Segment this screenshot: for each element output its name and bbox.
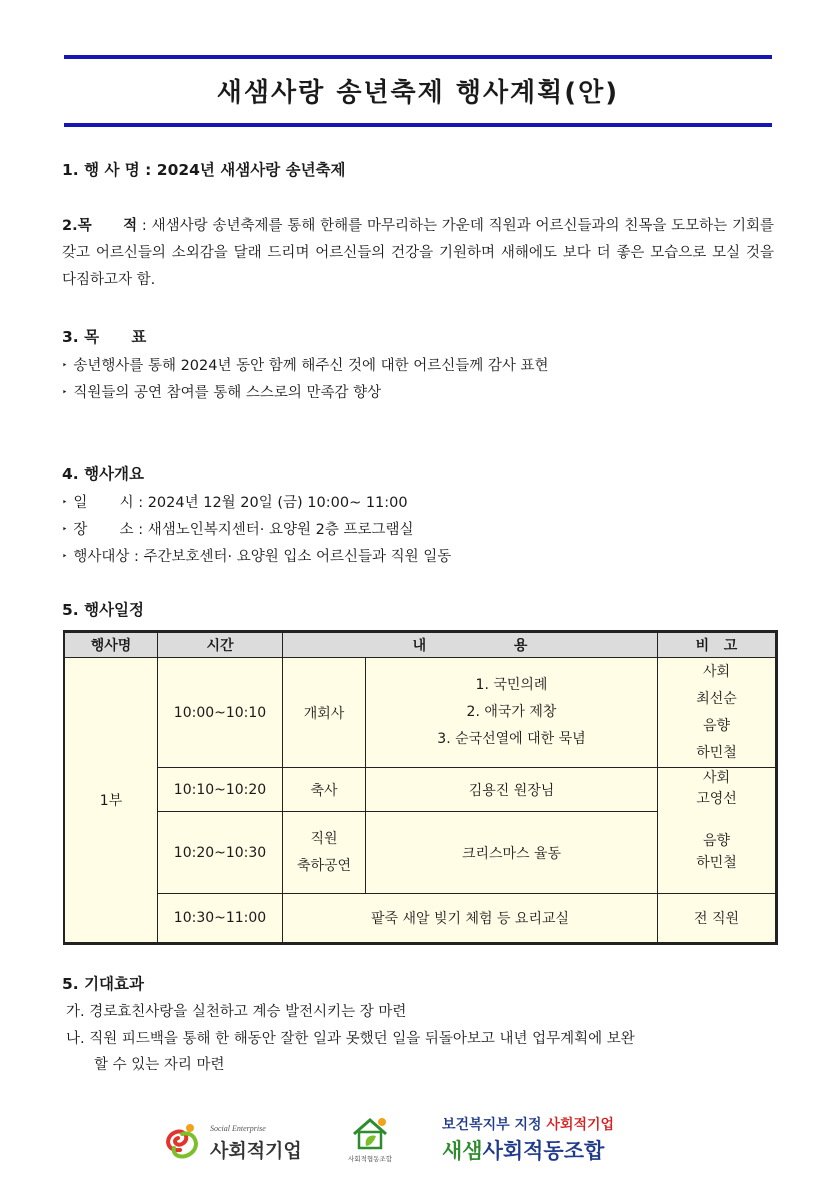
time-cell: 10:20~10:30 (158, 812, 283, 894)
org-name-rest: 사회적동조합 (482, 1139, 605, 1163)
note-cell (658, 658, 776, 768)
section-overview-heading: 4. 행사개요 (62, 465, 144, 483)
note-line: 사회 (702, 663, 731, 680)
overview-value: 2024년 12월 20일 (금) 10:00~ 11:00 (147, 495, 408, 511)
footer-logos (0, 1112, 835, 1172)
bullet-icon: ‣ (62, 552, 68, 562)
schedule-table (64, 631, 776, 943)
note-spacer (658, 810, 775, 830)
purpose-text: 새샘사랑 송년축제를 통해 한해를 마무리하는 가운데 직원과 어르신들과의 친목을 도모하는 기회를 갖고 어르신들의 소외감을 달래 드리며 어르신들의 건강을 기원하며 새해에도 보다 더 좋은 모습으로 모실 것을 다짐하고자 함. (62, 218, 775, 288)
item-cell: 축사 (283, 768, 366, 812)
time-cell: 10:00~10:10 (158, 658, 283, 768)
effect-marker: 나. (66, 1031, 85, 1047)
content-cell: 크리스마스 율동 (366, 812, 658, 894)
goal-item (62, 381, 381, 402)
designation-highlight: 사회적기업 (546, 1117, 615, 1133)
content-line: 3. 순국선열에 대한 묵념 (437, 731, 586, 747)
section-schedule-heading: 5. 행사일정 (62, 601, 144, 619)
logo-org-name (442, 1135, 662, 1165)
time-cell: 10:10~10:20 (158, 768, 283, 812)
item-cell: 개회사 (283, 658, 366, 768)
part-cell: 1부 (65, 658, 158, 943)
overview-value: 새샘노인복지센터· 요양원 2층 프로그램실 (147, 522, 414, 538)
header-note: 비 고 (658, 632, 776, 658)
effect-item (66, 1000, 406, 1021)
designation-text: 보건복지부 지정 (442, 1117, 547, 1133)
cooperative-logo (340, 1112, 400, 1168)
purpose-colon: : (137, 218, 152, 234)
note-line: 사회 (702, 770, 731, 786)
note-cell: 전 직원 (658, 894, 776, 943)
note-line: 최선순 (696, 690, 737, 707)
effect-marker: 가. (66, 1004, 85, 1020)
effect-item (66, 1027, 635, 1048)
title-underline-rule (64, 123, 772, 127)
social-enterprise-logo (158, 1120, 308, 1164)
logo-subtitle: Social Enterprise (210, 1124, 266, 1133)
bullet-icon: ‣ (62, 361, 68, 371)
saesaem-cooperative-logo (442, 1114, 662, 1165)
time-cell: 10:30~11:00 (158, 894, 283, 943)
note-line: 고영선 (696, 791, 737, 807)
overview-item: ‣ 행사대상 : 주간보호센터· 요양원 입소 어르신들과 직원 일동 (62, 549, 452, 565)
header-content: 내 용 (283, 632, 658, 658)
content-cell: 팥죽 새알 빚기 체험 등 요리교실 (283, 894, 658, 943)
effect-text: 직원 피드백을 통해 한 해동안 잘한 일과 못했던 일을 뒤돌아보고 내년 업무계획에 보완 (89, 1031, 635, 1047)
content-cell (366, 658, 658, 768)
goal-item (62, 354, 549, 375)
note-line: 하민철 (696, 744, 737, 761)
header-event: 행사명 (65, 632, 158, 658)
header-time: 시간 (158, 632, 283, 658)
house-leaf-icon (348, 1112, 392, 1152)
event-name-label: 1. 행 사 명 : (62, 161, 152, 179)
swirl-logo-icon (158, 1120, 204, 1164)
bullet-icon: ‣ (62, 525, 68, 535)
document-title: 새샘사랑 송년축제 행사계획(안) (216, 78, 620, 108)
purpose-label: 2.목 적 (62, 218, 138, 234)
overview-item: ‣ 일 시 : 2024년 12월 20일 (금) 10:00~ 11:00 (62, 495, 408, 511)
org-name-first: 새샘 (442, 1139, 483, 1163)
goal-item-text: 직원들의 공연 참여를 통해 스스로의 만족감 향상 (73, 385, 382, 401)
section-effects-heading: 5. 기대효과 (62, 975, 144, 993)
content-line: 1. 국민의례 (475, 677, 548, 693)
bullet-icon: ‣ (62, 498, 68, 508)
note-line: 음향 (702, 717, 731, 734)
content-cell: 김용진 원장님 (366, 768, 658, 812)
effect-text: 경로효친사랑을 실천하고 계승 발전시키는 장 마련 (89, 1004, 407, 1020)
section-goal-heading: 3. 목 표 (62, 328, 147, 346)
note-line: 하민철 (696, 855, 737, 871)
overview-label: 일 시 (73, 495, 134, 511)
logo-title: 사회적기업 (210, 1140, 302, 1162)
bullet-icon: ‣ (62, 388, 68, 398)
top-rule (64, 55, 772, 59)
item-cell (283, 812, 366, 894)
overview-item: ‣ 장 소 : 새샘노인복지센터· 요양원 2층 프로그램실 (62, 522, 414, 538)
logo-caption: 사회적협동조합 (348, 1155, 392, 1163)
overview-label: 행사대상 (73, 549, 130, 565)
overview-value: 주간보호센터· 요양원 입소 어르신들과 직원 일동 (143, 549, 452, 565)
effect-item-continued: 할 수 있는 자리 마련 (94, 1057, 225, 1073)
note-line: 음향 (702, 833, 731, 849)
overview-label: 장 소 (73, 522, 134, 538)
content-line: 2. 애국가 제창 (466, 704, 557, 720)
note-cell (658, 768, 776, 894)
item-line: 직원 (310, 830, 338, 847)
section-purpose (62, 213, 774, 294)
item-line: 축하공연 (296, 857, 352, 874)
goal-item-text: 송년행사를 통해 2024년 동안 함께 해주신 것에 대한 어르신들께 감사 표현 (73, 358, 549, 374)
event-name-value: 2024년 새샘사랑 송년축제 (156, 161, 346, 179)
section-event-name (62, 158, 346, 180)
logo-designation (442, 1114, 662, 1134)
